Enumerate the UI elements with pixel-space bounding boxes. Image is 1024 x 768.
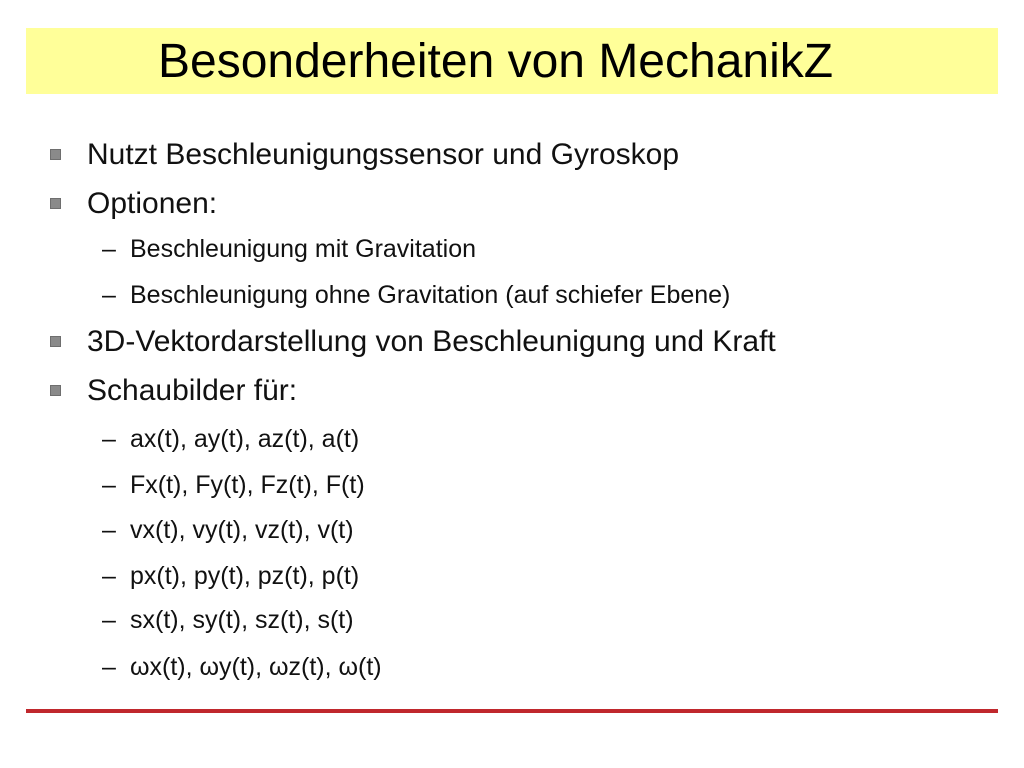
square-bullet-icon: [50, 149, 61, 160]
sub-bullet-text: sx(t), sy(t), sz(t), s(t): [130, 606, 354, 634]
dash-bullet-icon: –: [102, 653, 116, 681]
dash-bullet-icon: –: [102, 471, 116, 499]
footer-divider: [26, 709, 998, 713]
bullet-text: 3D-Vektordarstellung von Beschleunigung und Kraft: [87, 325, 776, 358]
bullet-text: Nutzt Beschleunigungssensor und Gyroskop: [87, 138, 680, 171]
square-bullet-icon: [50, 198, 61, 209]
bullet-text: Optionen:: [87, 187, 218, 220]
dash-bullet-icon: –: [102, 606, 116, 634]
sub-bullet-text: ax(t), ay(t), az(t), a(t): [130, 425, 360, 453]
sub-bullet-text: vx(t), vy(t), vz(t), v(t): [130, 516, 354, 544]
sub-bullet-text: Beschleunigung ohne Gravitation (auf schiefer Ebene): [130, 281, 731, 309]
dash-bullet-icon: –: [102, 516, 116, 544]
sub-bullet-text: px(t), py(t), pz(t), p(t): [130, 562, 360, 590]
sub-bullet-text: ωx(t), ωy(t), ωz(t), ω(t): [130, 653, 382, 681]
slide-title: Besonderheiten von MechanikZ: [158, 35, 834, 88]
dash-bullet-icon: –: [102, 562, 116, 590]
square-bullet-icon: [50, 385, 61, 396]
dash-bullet-icon: –: [102, 425, 116, 453]
bullet-text: Schaubilder für:: [87, 374, 298, 407]
dash-bullet-icon: –: [102, 281, 116, 309]
sub-bullet-text: Fx(t), Fy(t), Fz(t), F(t): [130, 471, 365, 499]
sub-bullet-text: Beschleunigung mit Gravitation: [130, 235, 477, 263]
dash-bullet-icon: –: [102, 235, 116, 263]
square-bullet-icon: [50, 336, 61, 347]
